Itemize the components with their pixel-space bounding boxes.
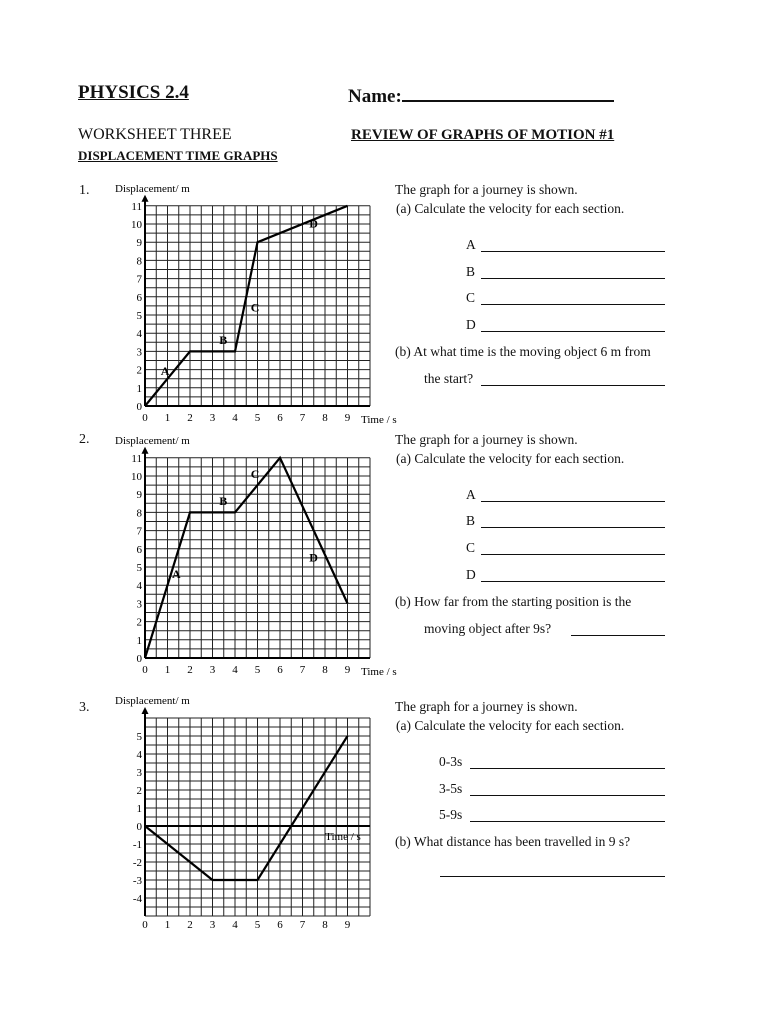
- x-tick-label: 1: [164, 664, 171, 676]
- x-tick-label: 6: [277, 664, 283, 676]
- section-label: A: [160, 364, 170, 379]
- x-axis-label: Time / s: [361, 414, 397, 426]
- answer-label: C: [466, 290, 476, 305]
- answer-line[interactable]: [481, 251, 665, 252]
- worksheet-label: WORKSHEET THREE: [78, 126, 232, 143]
- name-line[interactable]: [402, 82, 614, 102]
- y-tick-label: 0: [136, 653, 142, 665]
- answer-line[interactable]: [470, 821, 665, 822]
- question-part-a: (a) Calculate the velocity for each section.: [396, 201, 625, 216]
- y-axis-label: Displacement/ m: [115, 434, 190, 447]
- section-subtitle: DISPLACEMENT TIME GRAPHS: [78, 148, 278, 163]
- name-field[interactable]: [348, 82, 614, 108]
- answer-line[interactable]: [440, 876, 665, 877]
- y-tick-label: -3: [132, 875, 142, 887]
- y-tick-label: -4: [132, 893, 142, 905]
- x-tick-label: 2: [187, 412, 193, 424]
- y-tick-label: 2: [136, 616, 142, 629]
- x-axis-label: Time / s: [361, 666, 397, 678]
- question-intro: The graph for a journey is shown.: [395, 182, 578, 197]
- answer-line[interactable]: [470, 795, 665, 796]
- y-tick-label: 7: [136, 273, 142, 286]
- y-tick-label: 9: [136, 489, 142, 502]
- data-line: [145, 458, 348, 658]
- answer-line[interactable]: [571, 635, 665, 636]
- x-tick-label: 1: [164, 412, 171, 424]
- x-tick-label: 4: [232, 919, 238, 931]
- answer-line[interactable]: [481, 331, 665, 332]
- x-tick-label: 7: [299, 412, 306, 424]
- answer-label: B: [466, 264, 476, 279]
- question-part-a: (a) Calculate the velocity for each section.: [396, 451, 625, 466]
- answer-label: 5-9s: [439, 807, 463, 822]
- answer-line[interactable]: [481, 385, 665, 386]
- x-tick-label: 1: [164, 919, 171, 931]
- y-axis-label: Displacement/ m: [115, 182, 190, 195]
- answer-label: A: [466, 487, 476, 502]
- question-intro: The graph for a journey is shown.: [395, 432, 578, 447]
- x-tick-label: 0: [142, 664, 148, 676]
- section-label: C: [250, 466, 260, 481]
- y-tick-label: 0: [136, 401, 142, 413]
- y-tick-label: 1: [136, 634, 142, 647]
- y-tick-label: 8: [136, 255, 142, 268]
- y-tick-label: 3: [136, 598, 142, 611]
- y-tick-label: 11: [131, 452, 142, 465]
- y-tick-label: 5: [136, 310, 142, 322]
- y-tick-label: 1: [136, 803, 142, 815]
- answer-label: A: [466, 237, 476, 252]
- question-number: 3.: [79, 700, 90, 715]
- x-tick-label: 6: [277, 412, 283, 424]
- y-axis-arrow: [142, 707, 149, 714]
- y-tick-label: 5: [136, 731, 142, 743]
- question-part-b: (b) At what time is the moving object 6 m from: [395, 344, 651, 359]
- y-tick-label: 10: [131, 219, 142, 231]
- name-label: Name:: [348, 86, 402, 107]
- answer-line[interactable]: [481, 304, 665, 305]
- x-tick-label: 6: [277, 919, 283, 931]
- section-label: B: [219, 333, 228, 348]
- question-part-b: (b) How far from the starting position is the: [395, 594, 632, 609]
- x-tick-label: 3: [209, 919, 216, 931]
- page-title: PHYSICS 2.4: [78, 82, 189, 103]
- answer-line[interactable]: [481, 278, 665, 279]
- answer-label: B: [466, 513, 476, 528]
- x-tick-label: 4: [232, 664, 238, 676]
- y-tick-label: 0: [136, 821, 142, 833]
- x-tick-label: 0: [142, 919, 148, 931]
- section-label: D: [309, 216, 318, 231]
- answer-label: D: [466, 317, 476, 332]
- question-part-b: (b) What distance has been travelled in 9 s?: [395, 834, 631, 849]
- y-tick-label: 4: [136, 749, 142, 761]
- y-tick-label: 5: [136, 562, 142, 574]
- y-axis-label: Displacement/ m: [115, 695, 190, 707]
- x-tick-label: 9: [344, 664, 351, 676]
- y-tick-label: 3: [136, 346, 142, 359]
- answer-label: 3-5s: [439, 781, 463, 796]
- y-tick-label: 3: [136, 767, 142, 779]
- question-part-b-cont: the start?: [424, 371, 474, 386]
- grid: [145, 206, 370, 406]
- y-tick-label: 4: [136, 580, 142, 593]
- y-axis-arrow: [142, 195, 149, 202]
- y-tick-label: 11: [131, 200, 142, 213]
- answer-line[interactable]: [481, 581, 665, 582]
- answer-line[interactable]: [470, 768, 665, 769]
- x-axis-label: Time / s: [325, 831, 361, 843]
- x-tick-label: 8: [322, 412, 328, 424]
- grid: [145, 718, 370, 916]
- data-line: [145, 206, 348, 406]
- section-label: B: [219, 494, 228, 509]
- x-tick-label: 7: [299, 664, 306, 676]
- review-title: REVIEW OF GRAPHS OF MOTION #1: [351, 127, 615, 143]
- x-tick-label: 5: [254, 664, 261, 676]
- y-tick-label: 8: [136, 507, 142, 520]
- y-tick-label: -1: [132, 839, 142, 851]
- section-label: D: [309, 550, 318, 565]
- x-tick-label: 3: [209, 664, 216, 676]
- y-tick-label: 7: [136, 525, 142, 538]
- y-tick-label: 9: [136, 237, 142, 250]
- y-tick-label: 4: [136, 328, 142, 341]
- question-intro: The graph for a journey is shown.: [395, 699, 578, 714]
- y-tick-label: 6: [136, 291, 142, 304]
- grid: [145, 458, 370, 658]
- question-part-a: (a) Calculate the velocity for each section.: [396, 718, 625, 733]
- answer-line[interactable]: [481, 501, 665, 502]
- answer-label: 0-3s: [439, 754, 463, 769]
- section-label: C: [250, 300, 260, 315]
- x-tick-label: 2: [187, 919, 193, 931]
- x-tick-label: 8: [322, 919, 328, 931]
- x-tick-label: 3: [209, 412, 216, 424]
- question-part-b-cont: moving object after 9s?: [424, 621, 552, 636]
- answer-label: C: [466, 540, 476, 555]
- x-tick-label: 9: [344, 412, 351, 424]
- x-tick-label: 4: [232, 412, 238, 424]
- answer-line[interactable]: [481, 554, 665, 555]
- x-tick-label: 9: [344, 919, 351, 931]
- x-tick-label: 0: [142, 412, 148, 424]
- question-number: 2.: [79, 432, 90, 447]
- section-label: A: [172, 566, 181, 581]
- y-axis-arrow: [142, 447, 149, 454]
- answer-label: D: [466, 567, 476, 582]
- question-number: 1.: [79, 183, 90, 198]
- y-tick-label: 1: [136, 382, 142, 395]
- y-tick-label: 6: [136, 543, 142, 556]
- x-tick-label: 7: [299, 919, 306, 931]
- x-tick-label: 8: [322, 664, 328, 676]
- data-line: [145, 736, 348, 880]
- x-tick-label: 5: [254, 412, 261, 424]
- y-tick-label: 2: [136, 785, 142, 797]
- x-tick-label: 2: [187, 664, 193, 676]
- y-tick-label: 10: [131, 471, 142, 483]
- y-tick-label: -2: [132, 857, 142, 869]
- x-tick-label: 5: [254, 919, 261, 931]
- y-tick-label: 2: [136, 364, 142, 377]
- answer-line[interactable]: [481, 527, 665, 528]
